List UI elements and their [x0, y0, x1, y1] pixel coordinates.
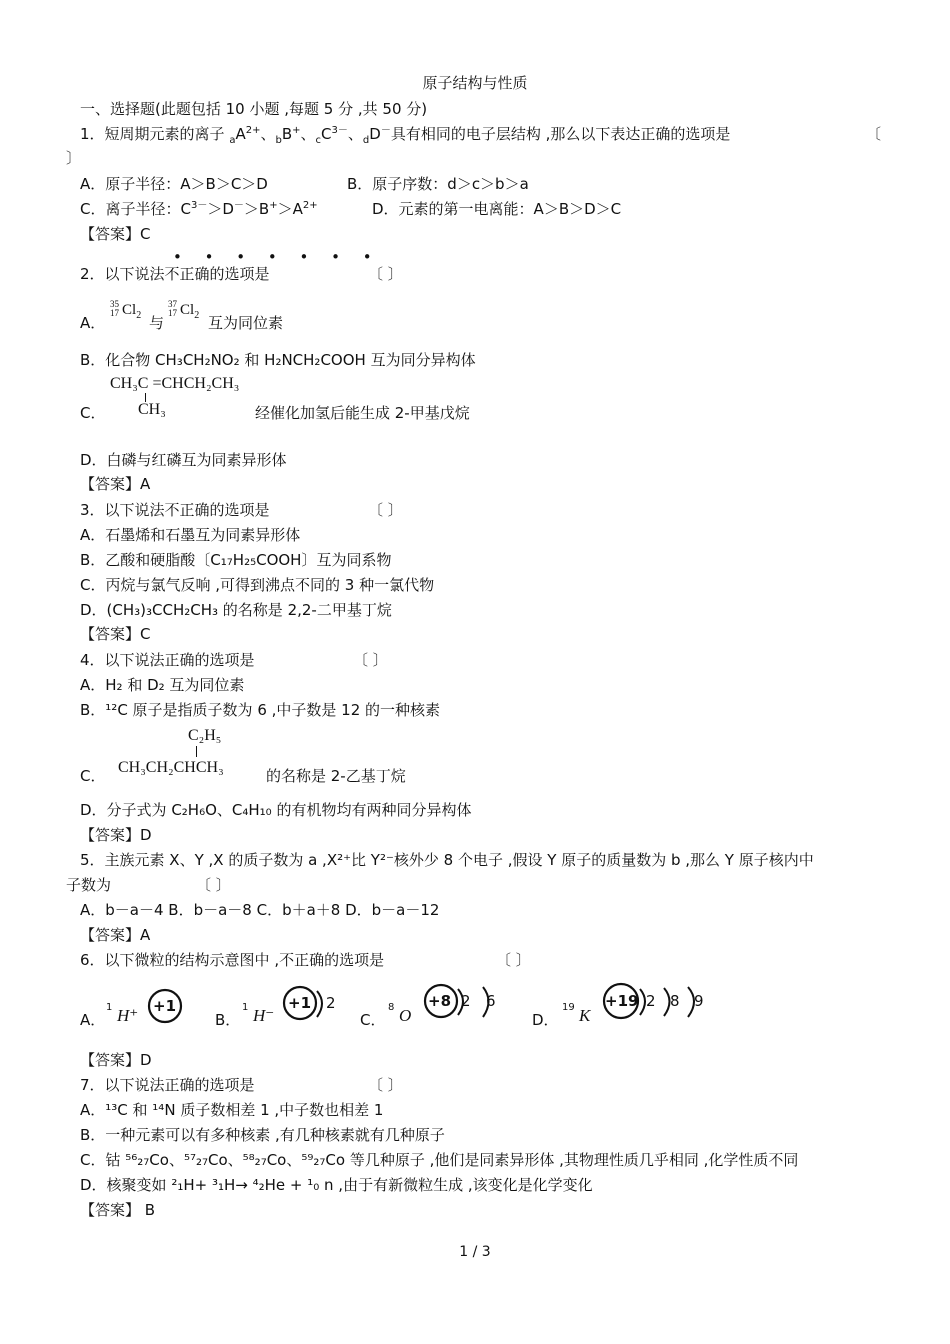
q1-answer: 【答案】C: [80, 225, 151, 243]
q2-option-c-text: 经催化加氢后能生成 2-甲基戊烷: [255, 404, 470, 422]
q4-stem: 4．以下说法正确的选项是: [80, 651, 255, 669]
q6-b-diagram: [283, 985, 343, 1029]
q4-c-bond: [196, 746, 197, 757]
q1-option-a: A．原子半径：A＞B＞C＞D: [80, 175, 268, 193]
q2-paren: 〔 〕: [368, 265, 403, 283]
q2-option-c-label: C．: [80, 404, 106, 422]
q6-b-shell-1: 2: [326, 994, 336, 1012]
q7-option-b: B．一种元素可以有多种核素 ,有几种核素就有几种原子: [80, 1126, 445, 1144]
q6-c-shell-2: 6: [486, 992, 496, 1010]
q6-d-diagram: [602, 983, 712, 1029]
q6-b-mass: 1: [242, 1002, 249, 1013]
q2-c-structure-bottom: CH₃: [138, 401, 166, 418]
q6-option-c-label: C．: [360, 1011, 386, 1029]
q2-c-structure-top: CH₃C =CHCH₂CH₃: [110, 375, 240, 392]
q2-option-a-text: 互为同位素: [208, 314, 284, 332]
q2-stem: 2．以下说法不正确的选项是: [80, 265, 270, 283]
q3-option-a: A．石墨烯和石墨互为同素异形体: [80, 526, 301, 544]
q4-answer: 【答案】D: [80, 826, 152, 844]
q6-a-nucleus: +1: [153, 997, 177, 1015]
q6-d-nucleus: +19: [605, 992, 639, 1010]
q6-stem: 6．以下微粒的结构示意图中 ,不正确的选项是: [80, 951, 385, 969]
q1-option-d: D．元素的第一电离能：A＞B＞D＞C: [372, 200, 622, 218]
q3-option-c: C．丙烷与氯气反响 ,可得到沸点不同的 3 种一氯代物: [80, 576, 435, 594]
q5-paren: 〔 〕: [196, 876, 231, 894]
q6-d-mass: 19: [562, 1002, 575, 1013]
q6-option-a-label: A．: [80, 1011, 106, 1029]
q3-stem: 3．以下说法不正确的选项是: [80, 501, 270, 519]
q7-option-c: C．钴 ⁵⁶₂₇Co、⁵⁷₂₇Co、⁵⁸₂₇Co、⁵⁹₂₇Co 等几种原子 ,他们是同素异形体 ,其物理性质几乎相同 ,化学性质不同: [80, 1151, 799, 1169]
q1-bracket-open: 〔: [866, 125, 882, 143]
q4-option-c-label: C．: [80, 767, 106, 785]
q6-c-nucleus: +8: [428, 992, 452, 1010]
q7-option-d: D．核聚变如 ²₁H+ ³₁H→ ⁴₂He + ¹₀ n ,由于有新微粒生成 ,该变化是化学变化: [80, 1176, 593, 1194]
q4-c-structure-top: C₂H₅: [188, 727, 222, 744]
q4-option-a: A．H₂ 和 D₂ 互为同位素: [80, 676, 245, 694]
q6-b-nucleus: +1: [288, 994, 312, 1012]
q6-d-shell-2: 8: [670, 992, 680, 1010]
q6-option-b-label: B．: [215, 1011, 241, 1029]
q4-option-b: B．¹²C 原子是指质子数为 6 ,中子数是 12 的一种核素: [80, 701, 441, 719]
q1-bracket-close: 〕: [66, 149, 82, 167]
q6-d-symbol: K: [579, 1006, 591, 1025]
q6-d-shell-1: 2: [646, 992, 656, 1010]
q6-a-diagram: [146, 988, 186, 1032]
q4-option-d: D．分子式为 C₂H₆O、C₄H₁₀ 的有机物均有两种同分异构体: [80, 801, 472, 819]
q5-answer: 【答案】A: [80, 926, 151, 944]
q2-option-d: D．白磷与红磷互为同素异形体: [80, 451, 287, 469]
q6-option-d-label: D．: [532, 1011, 559, 1029]
q6-paren: 〔 〕: [496, 951, 531, 969]
q6-d-shell-3: 9: [694, 992, 704, 1010]
q3-answer: 【答案】C: [80, 625, 151, 643]
q4-c-structure-bottom: CH₃CH₂CHCH₃: [118, 759, 224, 776]
q6-c-symbol: O: [399, 1006, 412, 1025]
q7-option-a: A．¹³C 和 ¹⁴N 质子数相差 1 ,中子数也相差 1: [80, 1101, 384, 1119]
q6-c-shell-1: 2: [461, 992, 471, 1010]
q3-option-b: B．乙酸和硬脂酸〔C₁₇H₂₅COOH〕互为同系物: [80, 551, 392, 569]
q1-option-b: B．原子序数：d＞c＞b＞a: [347, 175, 529, 193]
q3-paren: 〔 〕: [368, 501, 403, 519]
q1-option-c: C．离子半径：$C^{3-}>D^->B^+>A^{2+}$: [80, 200, 318, 218]
q4-paren: 〔 〕: [353, 651, 388, 669]
q2-option-a-label: A．: [80, 314, 106, 332]
q6-b-symbol: H⁻: [253, 1006, 275, 1025]
q6-a-mass: 1: [106, 1002, 113, 1013]
q5-stem-line2: 子数为: [66, 876, 112, 894]
q6-c-mass: 8: [388, 1002, 395, 1013]
q5-options: A．b－a－4 B．b－a－8 C．b＋a＋8 D．b－a－12: [80, 901, 440, 919]
q6-a-symbol: H⁺: [117, 1006, 139, 1025]
section-heading: 一、选择题(此题包括 10 小题 ,每题 5 分 ,共 50 分): [80, 100, 428, 118]
q7-stem: 7．以下说法正确的选项是: [80, 1076, 255, 1094]
q3-option-d: D．(CH₃)₃CCH₂CH₃ 的名称是 2,2-二甲基丁烷: [80, 601, 392, 619]
q4-option-c-text: 的名称是 2-乙基丁烷: [266, 767, 406, 785]
q7-paren: 〔 〕: [368, 1076, 403, 1094]
q5-stem-line1: 5．主族元素 X、Y ,X 的质子数为 a ,X²⁺比 Y²⁻核外少 8 个电子 ,假设 Y 原子的质量数为 b ,那么 Y 原子核内中: [80, 851, 814, 869]
page-number: 1 / 3: [459, 1244, 491, 1260]
q2-answer: 【答案】A: [80, 475, 151, 493]
q1-stem: 1．短周期元素的离子 $_aA^{2+}$、$_b$B+、$_cC^{3-}$、$_d$D－具有相同的电子层结构 ,那么以下表达正确的选项是: [80, 125, 731, 146]
q6-c-diagram: [423, 983, 503, 1029]
q6-answer: 【答案】D: [80, 1051, 152, 1069]
emphasis-dots: • • • • • • •: [173, 248, 381, 266]
q2-option-a-with: 与: [149, 314, 165, 332]
page-title: 原子结构与性质: [422, 74, 528, 92]
q2-option-b: B．化合物 CH₃CH₂NO₂ 和 H₂NCH₂COOH 互为同分异构体: [80, 351, 476, 369]
q7-answer: 【答案】 B: [80, 1201, 156, 1219]
